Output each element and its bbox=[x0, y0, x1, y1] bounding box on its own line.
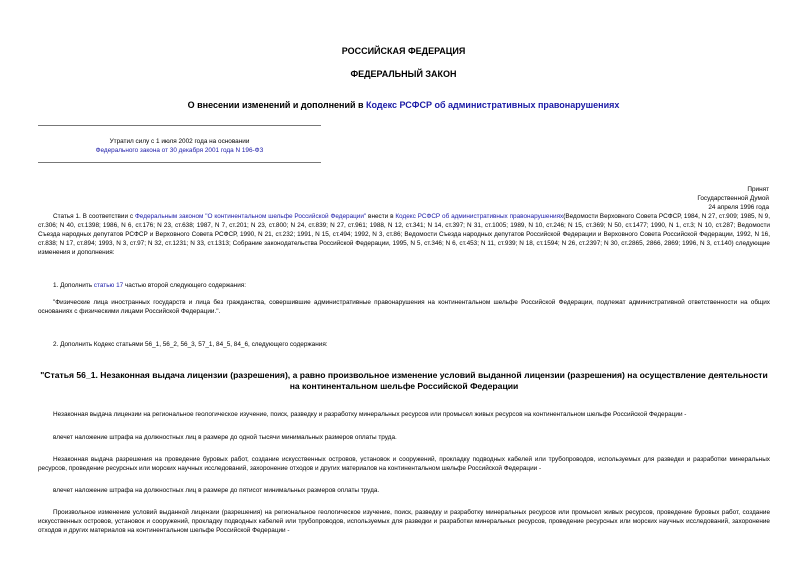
law-type-title: ФЕДЕРАЛЬНЫЙ ЗАКОН bbox=[350, 69, 457, 79]
adoption-body: Государственной Думой bbox=[697, 195, 769, 202]
item-1-paragraph: 1. Дополнить статью 17 частью второй следующего содержания: bbox=[53, 282, 246, 289]
adoption-date: 24 апреля 1996 года bbox=[708, 204, 769, 211]
article-56-1-heading: "Статья 56_1. Незаконная выдача лицензии (разрешения), а равно произвольное изменение условий выданной лицензии (разрешения) на осуществление деятельности на континентальном шельфе Российской Федерации bbox=[40, 370, 768, 391]
continental-shelf-law-link[interactable]: Федеральным законом "О континентальном шельфе Российской Федерации" bbox=[134, 213, 367, 220]
bottom-divider bbox=[38, 162, 321, 163]
article-56-1-p1: Незаконная выдача лицензии на региональное геологическое изучение, поиск, разведку и разработку минеральных ресурсов или промысел живых ресурсов на континентальном шельфе Российской Федерации - bbox=[53, 411, 687, 418]
article-1-paragraph: Статья 1. В соответствии с Федеральным законом "О континентальном шельфе Российской Федерации" внести в Кодекс РСФСР об административных правонарушениях(Ведомости Верховного Совета РСФСР, 1984, N 27, ст.909; 1985, N 9, ст.306; N 40, ст.1398; 1986, N 6, ст.176; N 23, ст.638; 1987, N 7, ст.201; N 23, ст.800; N 24, ст.839; N 27, ст.961; 1988, N 12, ст.341; N 14, ст.397; N 31, ст.1005; 1989, N 10, ст.246; N 15, ст.369; N 50, ст.1477; 1990, N 1, ст.3; N 10, ст.287; Ведомости Съезда народных депутатов РСФСР и Верховного Совета РСФСР, 1990, N 21, ст.232; 1991, N 15, ст.494; 1992, N 3, ст.86; Ведомости Съезда народных депутатов Российской Федерации и Верховного Совета Российской Федерации, 1992, N 16, ст.838; N 17, ст.894; 1993, N 3, ст.97; N 32, ст.1231; N 33, ст.1313; Собрание законодательства Российской Федерации, 1995, N 5, ст.346; N 6, ст.453; N 11, ст.939; N 18, ст.1594; N 26, ст.2397; N 30, ст.2865, 2866, 2869; 1996, N 3, ст.140) следующие изменения и дополнения: bbox=[38, 213, 771, 256]
repeal-law-link[interactable]: Федерального закона от 30 декабря 2001 года N 196-ФЗ bbox=[95, 147, 264, 154]
article-56-1-p3: Незаконная выдача разрешения на проведение буровых работ, создание искусственных островов, установок и сооружений, прокладку подводных кабелей или трубопроводов, используемых для разведки и разработки минеральных ресурсов, проведение ресурсных или морских научных исследований, захоронение отходов и других материалов на континентальном шельфе Российской Федерации - bbox=[38, 456, 770, 472]
adoption-block bbox=[600, 185, 769, 212]
quote-1-paragraph: "Физические лица иностранных государств и лица без гражданства, совершившие административные правонарушения на континентальном шельфе Российской Федерации, подлежат административной ответственности на общих основаниях с физическими лицами Российской Федерации.". bbox=[38, 299, 770, 315]
top-divider bbox=[38, 125, 321, 126]
item-2-paragraph: 2. Дополнить Кодекс статьями 56_1, 56_2, 56_3, 57_1, 84_5, 84_6, следующего содержания: bbox=[53, 341, 328, 348]
article-17-link[interactable]: статью 17 bbox=[93, 282, 124, 289]
article-56-1-p4: влечет наложение штрафа на должностных лиц в размере до пятисот минимальных размеров оплаты труда. bbox=[53, 487, 380, 494]
codex-link[interactable]: Кодекс РСФСР об административных правонарушениях bbox=[366, 100, 620, 110]
article-56-1-p2: влечет наложение штрафа на должностных лиц в размере до одной тысячи минимальных размеров оплаты труда. bbox=[53, 434, 397, 441]
law-subject-title bbox=[0, 100, 807, 110]
subject-prefix: О внесении изменений и дополнений в bbox=[187, 100, 367, 110]
article-56-1-p5: Произвольное изменение условий выданной лицензии (разрешения) на региональное геологическое изучение, поиск, разведку и разработку минеральных ресурсов или промысел живых ресурсов, проведение буровых работ, создание искусственных островов, установок и сооружений, прокладку подводных кабелей или трубопроводов, используемых для разведки и разработки минеральных ресурсов, проведение ресурсных или морских научных исследований, захоронение отходов и других материалов на континентальном шельфе Российской Федерации - bbox=[38, 509, 770, 534]
adoption-accepted: Принят bbox=[747, 186, 769, 193]
country-title: РОССИЙСКАЯ ФЕДЕРАЦИЯ bbox=[341, 46, 466, 56]
codex-link-article1[interactable]: Кодекс РСФСР об административных правонарушениях bbox=[395, 213, 564, 220]
repeal-notice bbox=[38, 137, 321, 155]
repeal-text: Утратил силу с 1 июля 2002 года на основании bbox=[109, 138, 250, 145]
